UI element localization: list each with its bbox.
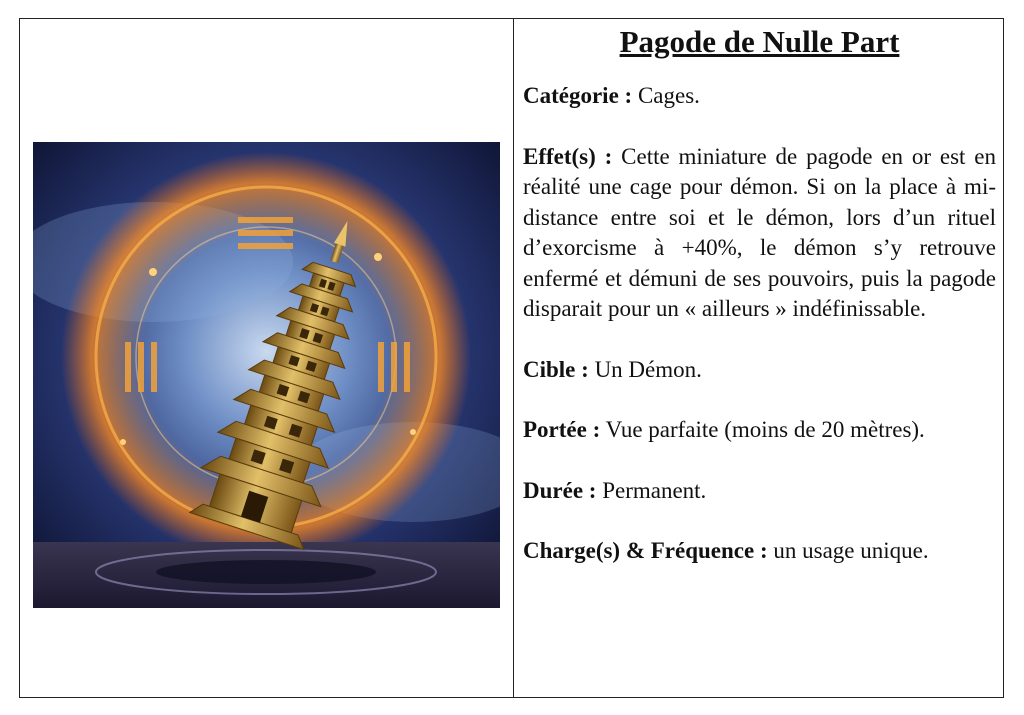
field-cible xyxy=(523,355,996,386)
field-label-duree: Durée : xyxy=(523,477,597,503)
field-portee xyxy=(523,415,996,446)
field-value-charges: un usage unique. xyxy=(767,538,929,563)
field-value-effets: Cette miniature de pagode en or est en réalité une cage pour démon. Si on la place à mi-distance entre soi et le démon, lors d’un rituel d’exorcisme à +40%, le démon s’y retrouve enfermé et démuni de ses pouvoirs, puis la pagode disparait pour un « ailleurs » indéfinissable. xyxy=(523,143,996,321)
field-value-cible: Un Démon. xyxy=(588,356,702,382)
description-panel xyxy=(514,19,1004,697)
field-effets xyxy=(523,142,996,325)
field-label-cible: Cible : xyxy=(523,356,589,382)
field-value-categorie: Cages. xyxy=(632,83,700,108)
field-duree xyxy=(523,476,996,507)
pagoda-illustration xyxy=(33,142,500,608)
field-value-portee: Vue parfaite (moins de 20 mètres). xyxy=(600,417,925,442)
field-label-portee: Portée : xyxy=(523,417,601,442)
field-label-effets: Effet(s) : xyxy=(523,143,613,169)
pagoda-icon xyxy=(33,142,500,608)
field-label-categorie: Catégorie : xyxy=(523,83,633,108)
field-charges xyxy=(523,536,996,567)
field-categorie xyxy=(523,81,996,112)
image-panel xyxy=(20,19,513,697)
field-value-duree: Permanent. xyxy=(596,477,707,503)
card-title: Pagode de Nulle Part xyxy=(619,24,900,59)
item-card xyxy=(19,18,1004,698)
field-label-charges: Charge(s) & Fréquence : xyxy=(523,538,768,563)
